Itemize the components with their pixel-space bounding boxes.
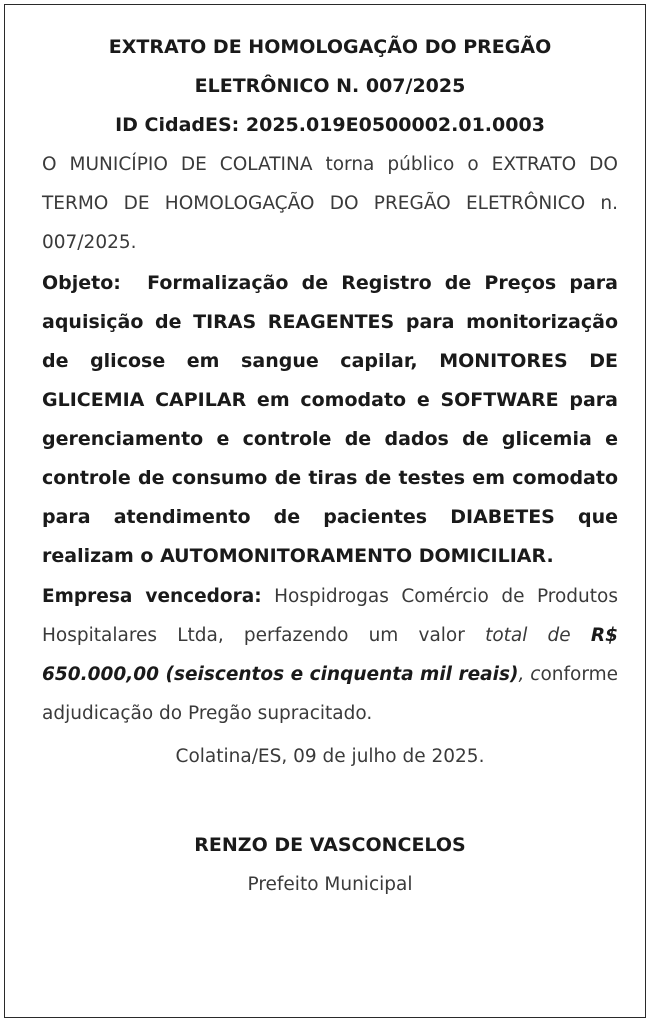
id-cidades-line: ID CidadES: 2025.019E0500002.01.0003 xyxy=(115,114,545,136)
signer-role: Prefeito Municipal xyxy=(247,874,413,895)
value-comma: , xyxy=(518,664,525,685)
document-body xyxy=(42,28,618,904)
empresa-tail-text: onforme adjudicação do Pregão supracitado. xyxy=(42,664,618,724)
empresa-name-text: Hospidrogas Comércio de Produtos Hospitalares Ltda, perfazendo um valor xyxy=(42,586,618,646)
total-label: total de xyxy=(485,625,571,646)
intro-paragraph: O MUNICÍPIO DE COLATINA torna público o EXTRATO DO TERMO DE HOMOLOGAÇÃO DO PREGÃO ELETRÔNICO n. 007/2025. xyxy=(42,154,618,253)
objeto-label: Objeto: xyxy=(42,272,121,294)
date-line: Colatina/ES, 09 de julho de 2025. xyxy=(175,746,485,767)
conforme-initial: c xyxy=(530,664,541,685)
title-line-1: EXTRATO DE HOMOLOGAÇÃO DO PREGÃO xyxy=(108,36,552,58)
objeto-paragraph xyxy=(42,264,618,576)
signer-name: RENZO DE VASCONCELOS xyxy=(194,834,466,856)
contract-value: R$ 650.000,00 (seiscentos e cinquenta mil reais) xyxy=(42,625,618,685)
empresa-label: Empresa vencedora: xyxy=(42,586,262,607)
objeto-text: Formalização de Registro de Preços para aquisição de TIRAS REAGENTES para monitorização de glicose em sangue capilar, MONITORES DE GLICEMIA CAPILAR em comodato e SOFTWARE para gerenciamento e controle de dados de glicemia e controle de consumo de tiras de testes em comodato para atendimento de pacientes DIABETES que realizam o AUTOMONITORAMENTO DOMICILIAR. xyxy=(42,272,618,567)
empresa-paragraph xyxy=(42,577,618,733)
title-line-2: ELETRÔNICO N. 007/2025 xyxy=(194,75,466,97)
